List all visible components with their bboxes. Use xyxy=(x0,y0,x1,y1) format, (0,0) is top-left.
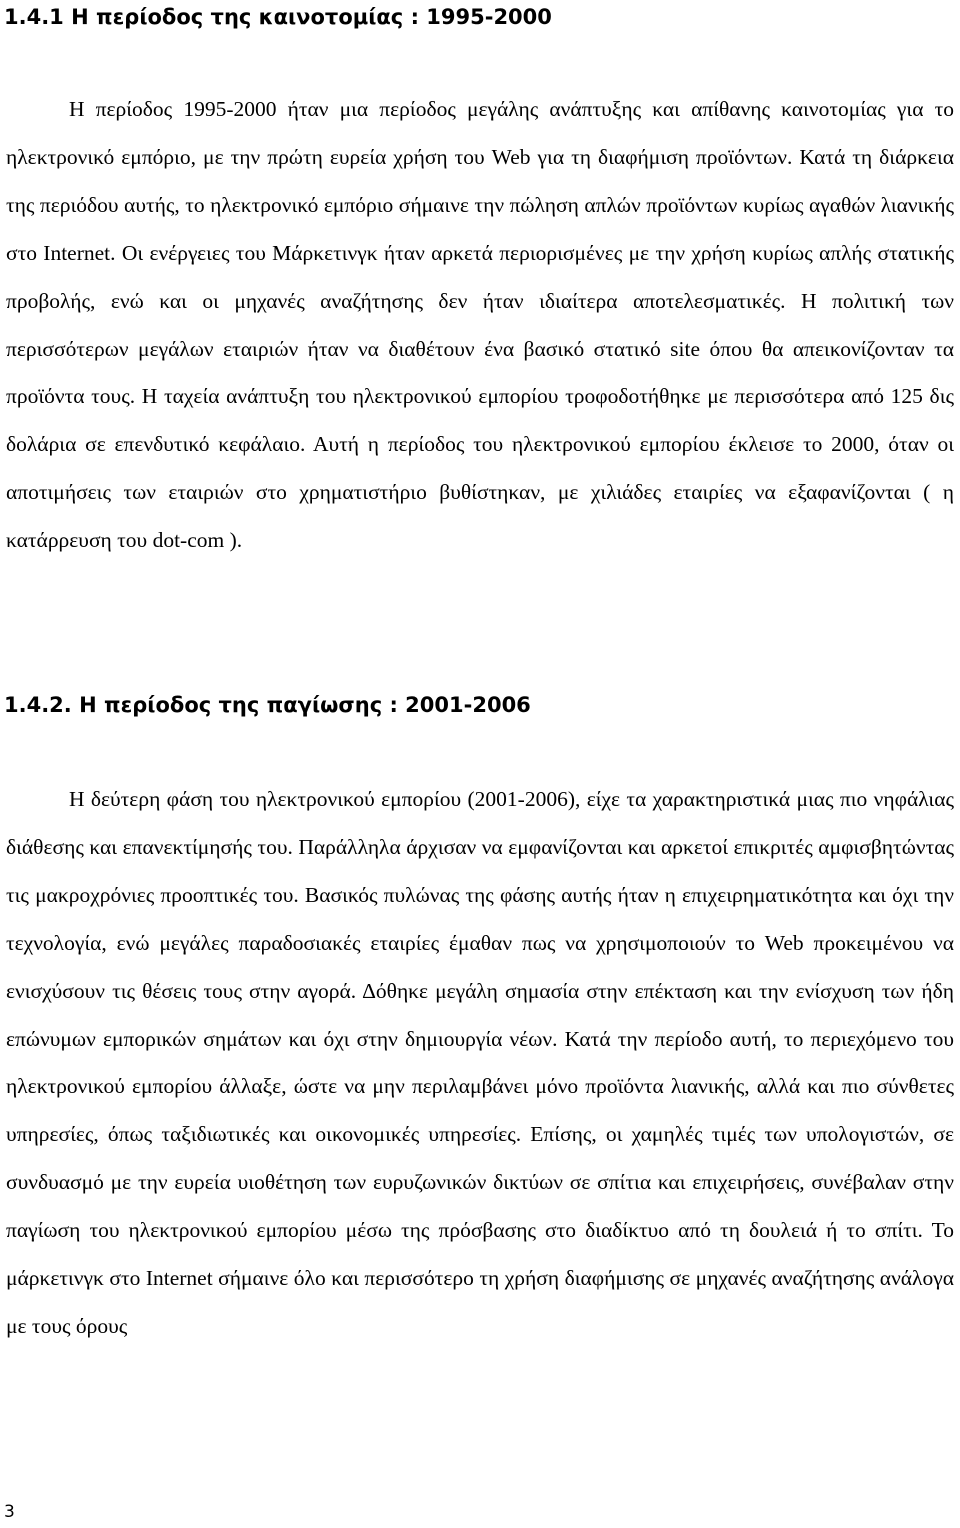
page-number: 3 xyxy=(4,1502,15,1522)
section-heading-consolidation: 1.4.2. Η περίοδος της παγίωσης : 2001-2006 xyxy=(4,693,531,717)
section-paragraph-innovation: Η περίοδος 1995-2000 ήταν μια περίοδος μεγάλης ανάπτυξης και απίθανης καινοτομίας για το ηλεκτρονικό εμπόριο, με την πρώτη ευρεία χρήση του Web για τη διαφήμιση προϊόντων. Κατά τη διάρκεια της περιόδου αυτής, το ηλεκτρονικό εμπόριο σήμαινε την πώληση απλών προϊόντων κυρίως αγαθών λιανικής στο Internet. Οι ενέργειες του Μάρκετινγκ ήταν αρκετά περιορισμένες με την χρήση κυρίως απλής στατικής προβολής, ενώ και οι μηχανές αναζήτησης δεν ήταν ιδιαίτερα αποτελεσματικές. Η πολιτική των περισσότερων μεγάλων εταιριών ήταν να διαθέτουν ένα βασικό στατικό site όπου θα απεικονίζονταν τα προϊόντα τους. Η ταχεία ανάπτυξη του ηλεκτρονικού εμπορίου τροφοδοτήθηκε με περισσότερα από 125 δις δολάρια σε επενδυτικό κεφάλαιο. Αυτή η περίοδος του ηλεκτρονικού εμπορίου έκλεισε το 2000, όταν οι αποτιμήσεις των εταιριών στο χρηματιστήριο βυθίστηκαν, με χιλιάδες εταιρίες να εξαφανίζονται ( η κατάρρευση του dot-com ). xyxy=(6,97,954,553)
section-heading-innovation: 1.4.1 Η περίοδος της καινοτομίας : 1995-2000 xyxy=(4,5,552,29)
section-paragraph-consolidation: Η δεύτερη φάση του ηλεκτρονικού εμπορίου (2001-2006), είχε τα χαρακτηριστικά μιας πιο νηφάλιας διάθεσης και επανεκτίμησής του. Παράλληλα άρχισαν να εμφανίζονται και αρκετοί επικριτές αμφισβητώντας τις μακροχρόνιες προοπτικές του. Βασικός πυλώνας της φάσης αυτής ήταν η επιχειρηματικότητα και όχι την τεχνολογία, ενώ μεγάλες παραδοσιακές εταιρίες έμαθαν πως να χρησιμοποιούν το Web προκειμένου να ενισχύσουν τις θέσεις τους στην αγορά. Δόθηκε μεγάλη σημασία στην επέκταση και την ενίσχυση των ήδη επώνυμων εμπορικών σημάτων και όχι στην δημιουργία νέων. Κατά την περίοδο αυτή, το περιεχόμενο του ηλεκτρονικού εμπορίου άλλαξε, ώστε να μην περιλαμβάνει μόνο προϊόντα λιανικής, αλλά και πιο σύνθετες υπηρεσίες, όπως ταξιδιωτικές και οικονομικές υπηρεσίες. Επίσης, οι χαμηλές τιμές των υπολογιστών, σε συνδυασμό με την ευρεία υιοθέτηση των ευρυζωνικών δικτύων σε σπίτια και επιχειρήσεις, συνέβαλαν στην παγίωση του ηλεκτρονικού εμπορίου μέσω της πρόσβασης στο διαδίκτυο από τη δουλειά ή το σπίτι. Το μάρκετινγκ στο Internet σήμαινε όλο και περισσότερο τη χρήση διαφήμισης σε μηχανές αναζήτησης ανάλογα με τους όρους xyxy=(6,787,954,1338)
